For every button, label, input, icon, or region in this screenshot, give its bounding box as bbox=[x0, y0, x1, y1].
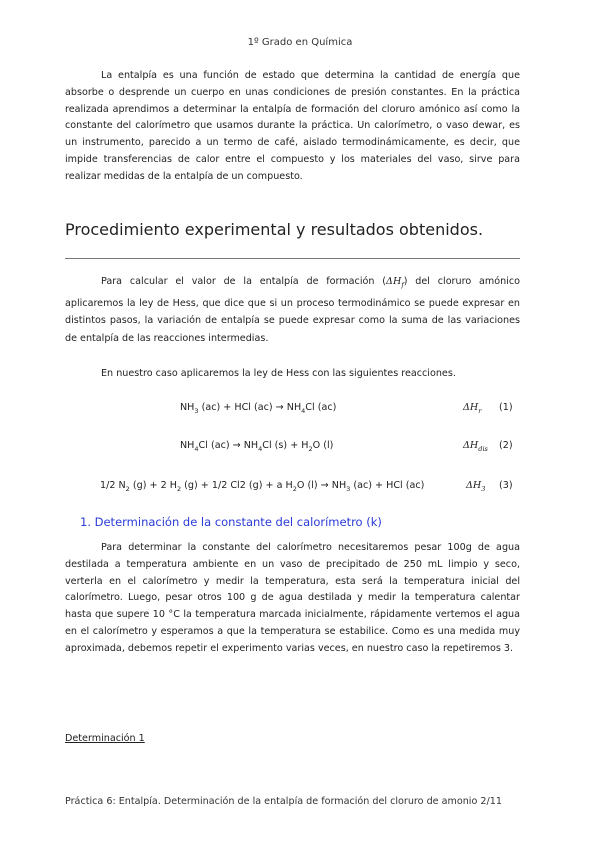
reaction-1-enthalpy: $\Delta H_r$ bbox=[463, 402, 482, 415]
reaction-2-enthalpy: $\Delta H_{dis}$ bbox=[463, 440, 488, 453]
intro-text: La entalpía es una función de estado que determina la cantidad de energía que absorbe o desprende un cuerpo en unas condiciones de presión constantes. En la práctica realizada aprendimos a determinar la entalpía de formación del cloruro amónico así como la constante del calorímetro que usamos durante la práctica. Un calorímetro, o vaso dewar, es un instrumento, parecido a un termo de café, aislado termodinámicamente, es decir, que impide transferencias de calor entre el compuesto y los materiales del vaso, sirve para realizar medidas de la entalpía de un compuesto. bbox=[65, 70, 520, 182]
hess-paragraph bbox=[65, 273, 520, 347]
heading-rule bbox=[65, 258, 520, 259]
page-footer: Práctica 6: Entalpía. Determinación de la entalpía de formación del cloruro de amonio 2/11 bbox=[65, 796, 502, 807]
page-header: 1º Grado en Química bbox=[247, 37, 353, 48]
hess-text-after: ) del cloruro amónico aplicaremos la ley de Hess, que dice que si un proceso termodinámico se puede expresar en distintos pasos, la variación de entalpía se puede expresar como la suma de las variaciones de entalpía de las reacciones intermedias. bbox=[65, 276, 520, 344]
subsection-heading: 1. Determinación de la constante del calorímetro (k) bbox=[80, 515, 382, 529]
section-heading: Procedimiento experimental y resultados obtenidos. bbox=[65, 220, 484, 239]
delta-h-f-symbol: $\Delta H_f$ bbox=[386, 276, 404, 289]
reaction-1-equation: $NH_3$ (ac) + HCl $(ac) \to NH_4Cl$ (ac) bbox=[180, 402, 337, 415]
reaction-3-enthalpy: $\Delta H_3$ bbox=[466, 480, 486, 493]
reaction-2-equation: $NH_4Cl$ $(ac) \to NH_4Cl$ $(s) + H_2O$ (l) bbox=[180, 440, 334, 453]
reaction-2-number: (2) bbox=[499, 440, 513, 451]
determination-title: Determinación 1 bbox=[65, 733, 145, 744]
reactions-intro: En nuestro caso aplicaremos la ley de Hess con las siguientes reacciones. bbox=[101, 368, 456, 379]
reaction-3-equation: 1/2 $N_2$ (g) + 2 $H_2$ (g) + 1/2 Cl2 (g) + a $H_2O$ $(l) \to NH_3$ (ac) + HCl (ac) bbox=[100, 480, 425, 493]
hess-text-before: Para calcular el valor de la entalpía de formación ( bbox=[101, 276, 387, 287]
reaction-3-number: (3) bbox=[499, 480, 513, 491]
intro-paragraph bbox=[65, 68, 520, 186]
reaction-1-number: (1) bbox=[499, 402, 513, 413]
calorimeter-paragraph: Para determinar la constante del calorímetro necesitaremos pesar 100g de agua destilada a temperatura ambiente en un vaso de precipitado de 250 mL limpio y seco, verterla en el calorímetro y medir la temperatura, esta será la temperatura inicial del calorímetro. Luego, pesar otros 100 g de agua destilada y medir la temperatura calentar hasta que supere 10 °C la temperatura marcada inicialmente, rápidamente vertemos el agua en el calorímetro y esperamos a que la temperatura se estabilice. Como es una medida muy aproximada, debemos repetir el experimento varias veces, en nuestro caso la repetiremos 3. bbox=[65, 542, 520, 654]
